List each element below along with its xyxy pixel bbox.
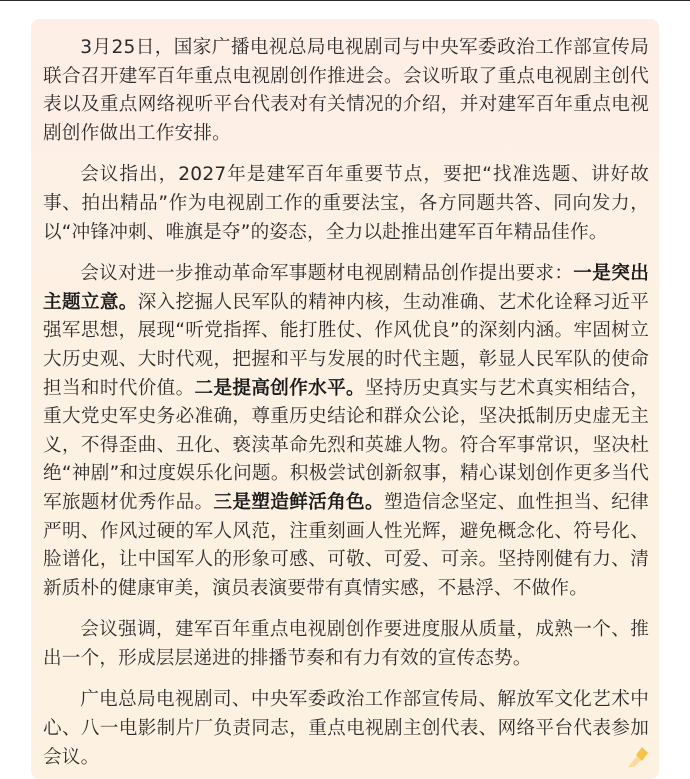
requirement-3-heading: 三是塑造鲜活角色。 xyxy=(213,491,384,513)
requirement-1-body: 深入挖掘人民军队的精神内核，生动准确、艺术化诠释习近平强军思想，展现“听党指挥、能打胜仗、作风优良”的深刻内涵。牢固树立大历史观、大时代观，把握和平与发展的时代主题，彰显人民军队的使命担当和时代价值。 xyxy=(43,291,649,399)
requirement-2-heading: 二是提高创作水平。 xyxy=(194,377,365,399)
paragraph-1-text: 3月25日，国家广播电视总局电视剧司与中央军委政治工作部宣传局联合召开建军百年重点电视剧创作推进会。会议听取了重点电视剧主创代表以及重点网络视听平台代表对有关情况的介绍，并对建军百年重点电视剧创作做出工作安排。 xyxy=(43,37,649,144)
requirement-3-body: 塑造信念坚定、血性担当、纪律严明、作风过硬的军人风范，注重刻画人性光辉，避免概念化、符号化、脸谱化，让中国军人的形象可感、可敬、可爱、可亲。坚持刚健有力、清新质朴的健康审美，演员表演要带有真情实感，不悬浮、不做作。 xyxy=(43,491,649,599)
gold-ribbon-icon xyxy=(624,745,650,767)
article-card xyxy=(31,19,659,779)
top-divider xyxy=(0,0,690,1)
paragraph-2-text: 会议指出，2027年是建军百年重要节点，要把“找准选题、讲好故事、拍出精品”作为电视剧工作的重要法宝，各方同题共答、同向发力，以“冲锋冲刺、唯旗是夺”的姿态，全力以赴推出建军百年精品佳作。 xyxy=(43,164,649,243)
paragraph-5-text: 广电总局电视剧司、中央军委政治工作部宣传局、解放军文化艺术中心、八一电影制片厂负责同志，重点电视剧主创代表、网络平台代表参加会议。 xyxy=(43,689,649,768)
paragraph-4 xyxy=(43,616,649,673)
paragraph-4-text: 会议强调，建军百年重点电视剧创作要进度服从质量，成熟一个、推出一个，形成层层递进的排播节奏和有力有效的宣传态势。 xyxy=(43,619,649,669)
paragraph-1 xyxy=(43,34,649,148)
requirement-1-heading: 一是突出主题立意。 xyxy=(43,263,649,313)
paragraph-2 xyxy=(43,161,649,247)
requirement-2-body: 坚持历史真实与艺术真实相结合，重大党史军史务必准确，尊重历史结论和群众公论，坚决抵制历史虚无主义，不得歪曲、丑化、亵渎革命先烈和英雄人物。符合军事常识，坚决杜绝“神剧”和过度娱乐化问题。积极尝试创新叙事，精心谋划创作更多当代军旅题材优秀作品。 xyxy=(43,377,649,513)
paragraph-3 xyxy=(43,260,649,603)
paragraph-3-intro: 会议对进一步推动革命军事题材电视剧精品创作提出要求： xyxy=(80,263,574,285)
paragraph-5 xyxy=(43,686,649,772)
